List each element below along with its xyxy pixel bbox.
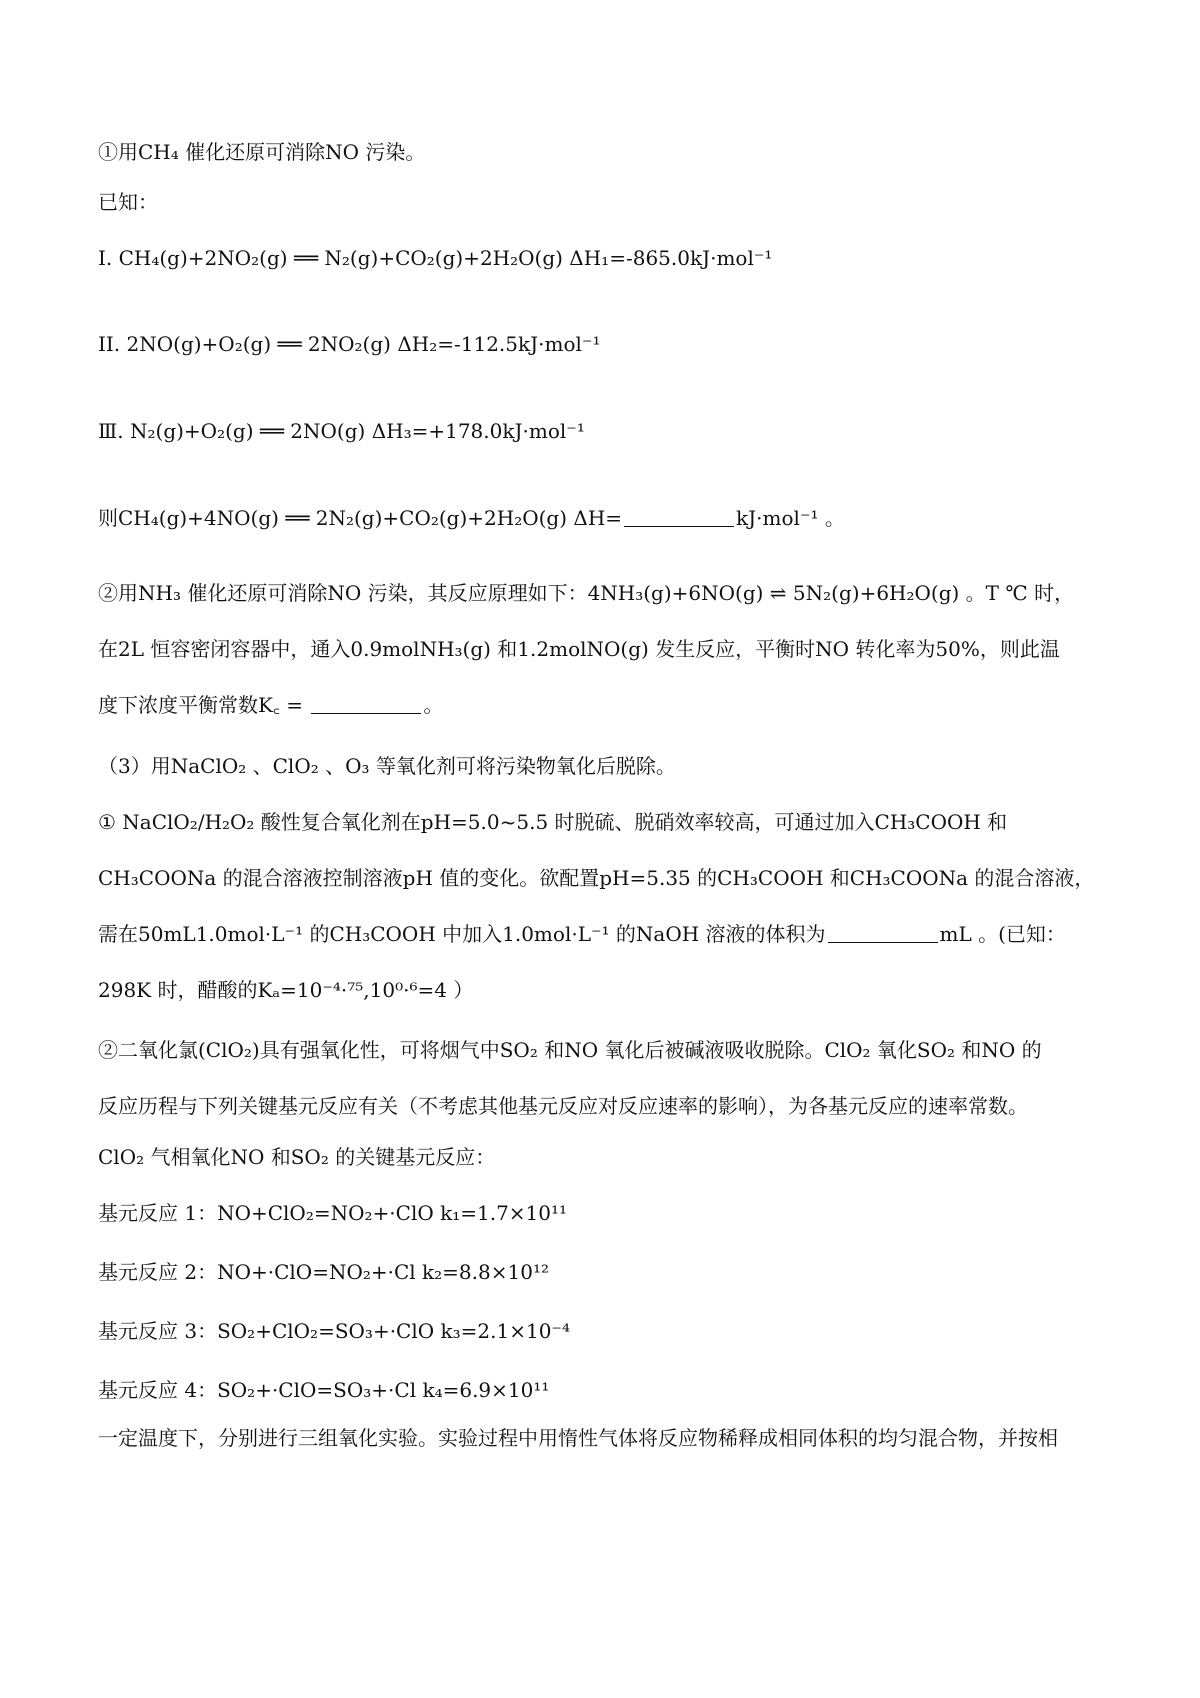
item-1-ch4-intro: ①用CH₄ 催化还原可消除NO 污染。 bbox=[98, 140, 426, 164]
part-3-item-1-line-2: CH₃COONa 的混合溶液控制溶液pH 值的变化。欲配置pH=5.35 的CH₃COOH 和CH₃COONa 的混合溶液， bbox=[98, 866, 1095, 890]
equation-iii: Ⅲ. N₂(g)+O₂(g) ══ 2NO(g) ΔH₃=+178.0kJ·mol⁻¹ bbox=[98, 419, 585, 443]
answer-blank-kc[interactable] bbox=[311, 693, 421, 714]
part-3-item-1-line-1: ① NaClO₂/H₂O₂ 酸性复合氧化剂在pH=5.0~5.5 时脱硫、脱硝效率较高，可通过加入CH₃COOH 和 bbox=[98, 810, 1008, 834]
answer-blank-delta-h[interactable] bbox=[624, 506, 734, 527]
elementary-reaction-2: 基元反应 2：NO+·ClO=NO₂+·Cl k₂=8.8×10¹² bbox=[98, 1260, 549, 1284]
item-2-nh3-intro: ②用NH₃ 催化还原可消除NO 污染，其反应原理如下：4NH₃(g)+6NO(g) ⇌ 5N₂(g)+6H₂O(g) 。T ℃ 时， bbox=[98, 581, 1075, 605]
part-3-item-2-line-2: 反应历程与下列关键基元反应有关（不考虑其他基元反应对反应速率的影响），为各基元反应的速率常数。 bbox=[98, 1094, 1028, 1118]
item-2-conditions: 在2L 恒容密闭容器中，通入0.9molNH₃(g) 和1.2molNO(g) 发生反应，平衡时NO 转化率为50%，则此温 bbox=[98, 637, 1060, 661]
experiment-description: 一定温度下，分别进行三组氧化实验。实验过程中用惰性气体将反应物稀释成相同体积的均匀混合物，并按相 bbox=[98, 1426, 1058, 1450]
part-3-heading: （3）用NaClO₂ 、ClO₂ 、O₃ 等氧化剂可将污染物氧化后脱除。 bbox=[98, 754, 676, 778]
equation-ii: II. 2NO(g)+O₂(g) ══ 2NO₂(g) ΔH₂=-112.5kJ·mol⁻¹ bbox=[98, 332, 601, 356]
elementary-reaction-1: 基元反应 1：NO+ClO₂=NO₂+·ClO k₁=1.7×10¹¹ bbox=[98, 1201, 568, 1225]
part-3-item-1-question: 需在50mL1.0mol·L⁻¹ 的CH₃COOH 中加入1.0mol·L⁻¹ 的NaOH 溶液的体积为 mL 。(已知： bbox=[98, 922, 1066, 946]
equation-i: I. CH₄(g)+2NO₂(g) ══ N₂(g)+CO₂(g)+2H₂O(g) ΔH₁=-865.0kJ·mol⁻¹ bbox=[98, 246, 773, 270]
part-3-item-2-line-1: ②二氧化氯(ClO₂)具有强氧化性，可将烟气中SO₂ 和NO 氧化后被碱液吸收脱除。ClO₂ 氧化SO₂ 和NO 的 bbox=[98, 1038, 1042, 1062]
target-equation: 则CH₄(g)+4NO(g) ══ 2N₂(g)+CO₂(g)+2H₂O(g) ΔH= kJ·mol⁻¹ 。 bbox=[98, 506, 845, 530]
elementary-reactions-heading: ClO₂ 气相氧化NO 和SO₂ 的关键基元反应： bbox=[98, 1145, 496, 1169]
answer-blank-naoh-volume[interactable] bbox=[828, 922, 938, 943]
known-label: 已知： bbox=[98, 190, 158, 214]
elementary-reaction-3: 基元反应 3：SO₂+ClO₂=SO₃+·ClO k₃=2.1×10⁻⁴ bbox=[98, 1319, 570, 1343]
part-3-item-1-given: 298K 时，醋酸的Kₐ=10⁻⁴·⁷⁵,10⁰·⁶=4 ） bbox=[98, 978, 474, 1002]
elementary-reaction-4: 基元反应 4：SO₂+·ClO=SO₃+·Cl k₄=6.9×10¹¹ bbox=[98, 1378, 550, 1402]
item-2-question: 度下浓度平衡常数K꜀ = 。 bbox=[98, 693, 444, 717]
